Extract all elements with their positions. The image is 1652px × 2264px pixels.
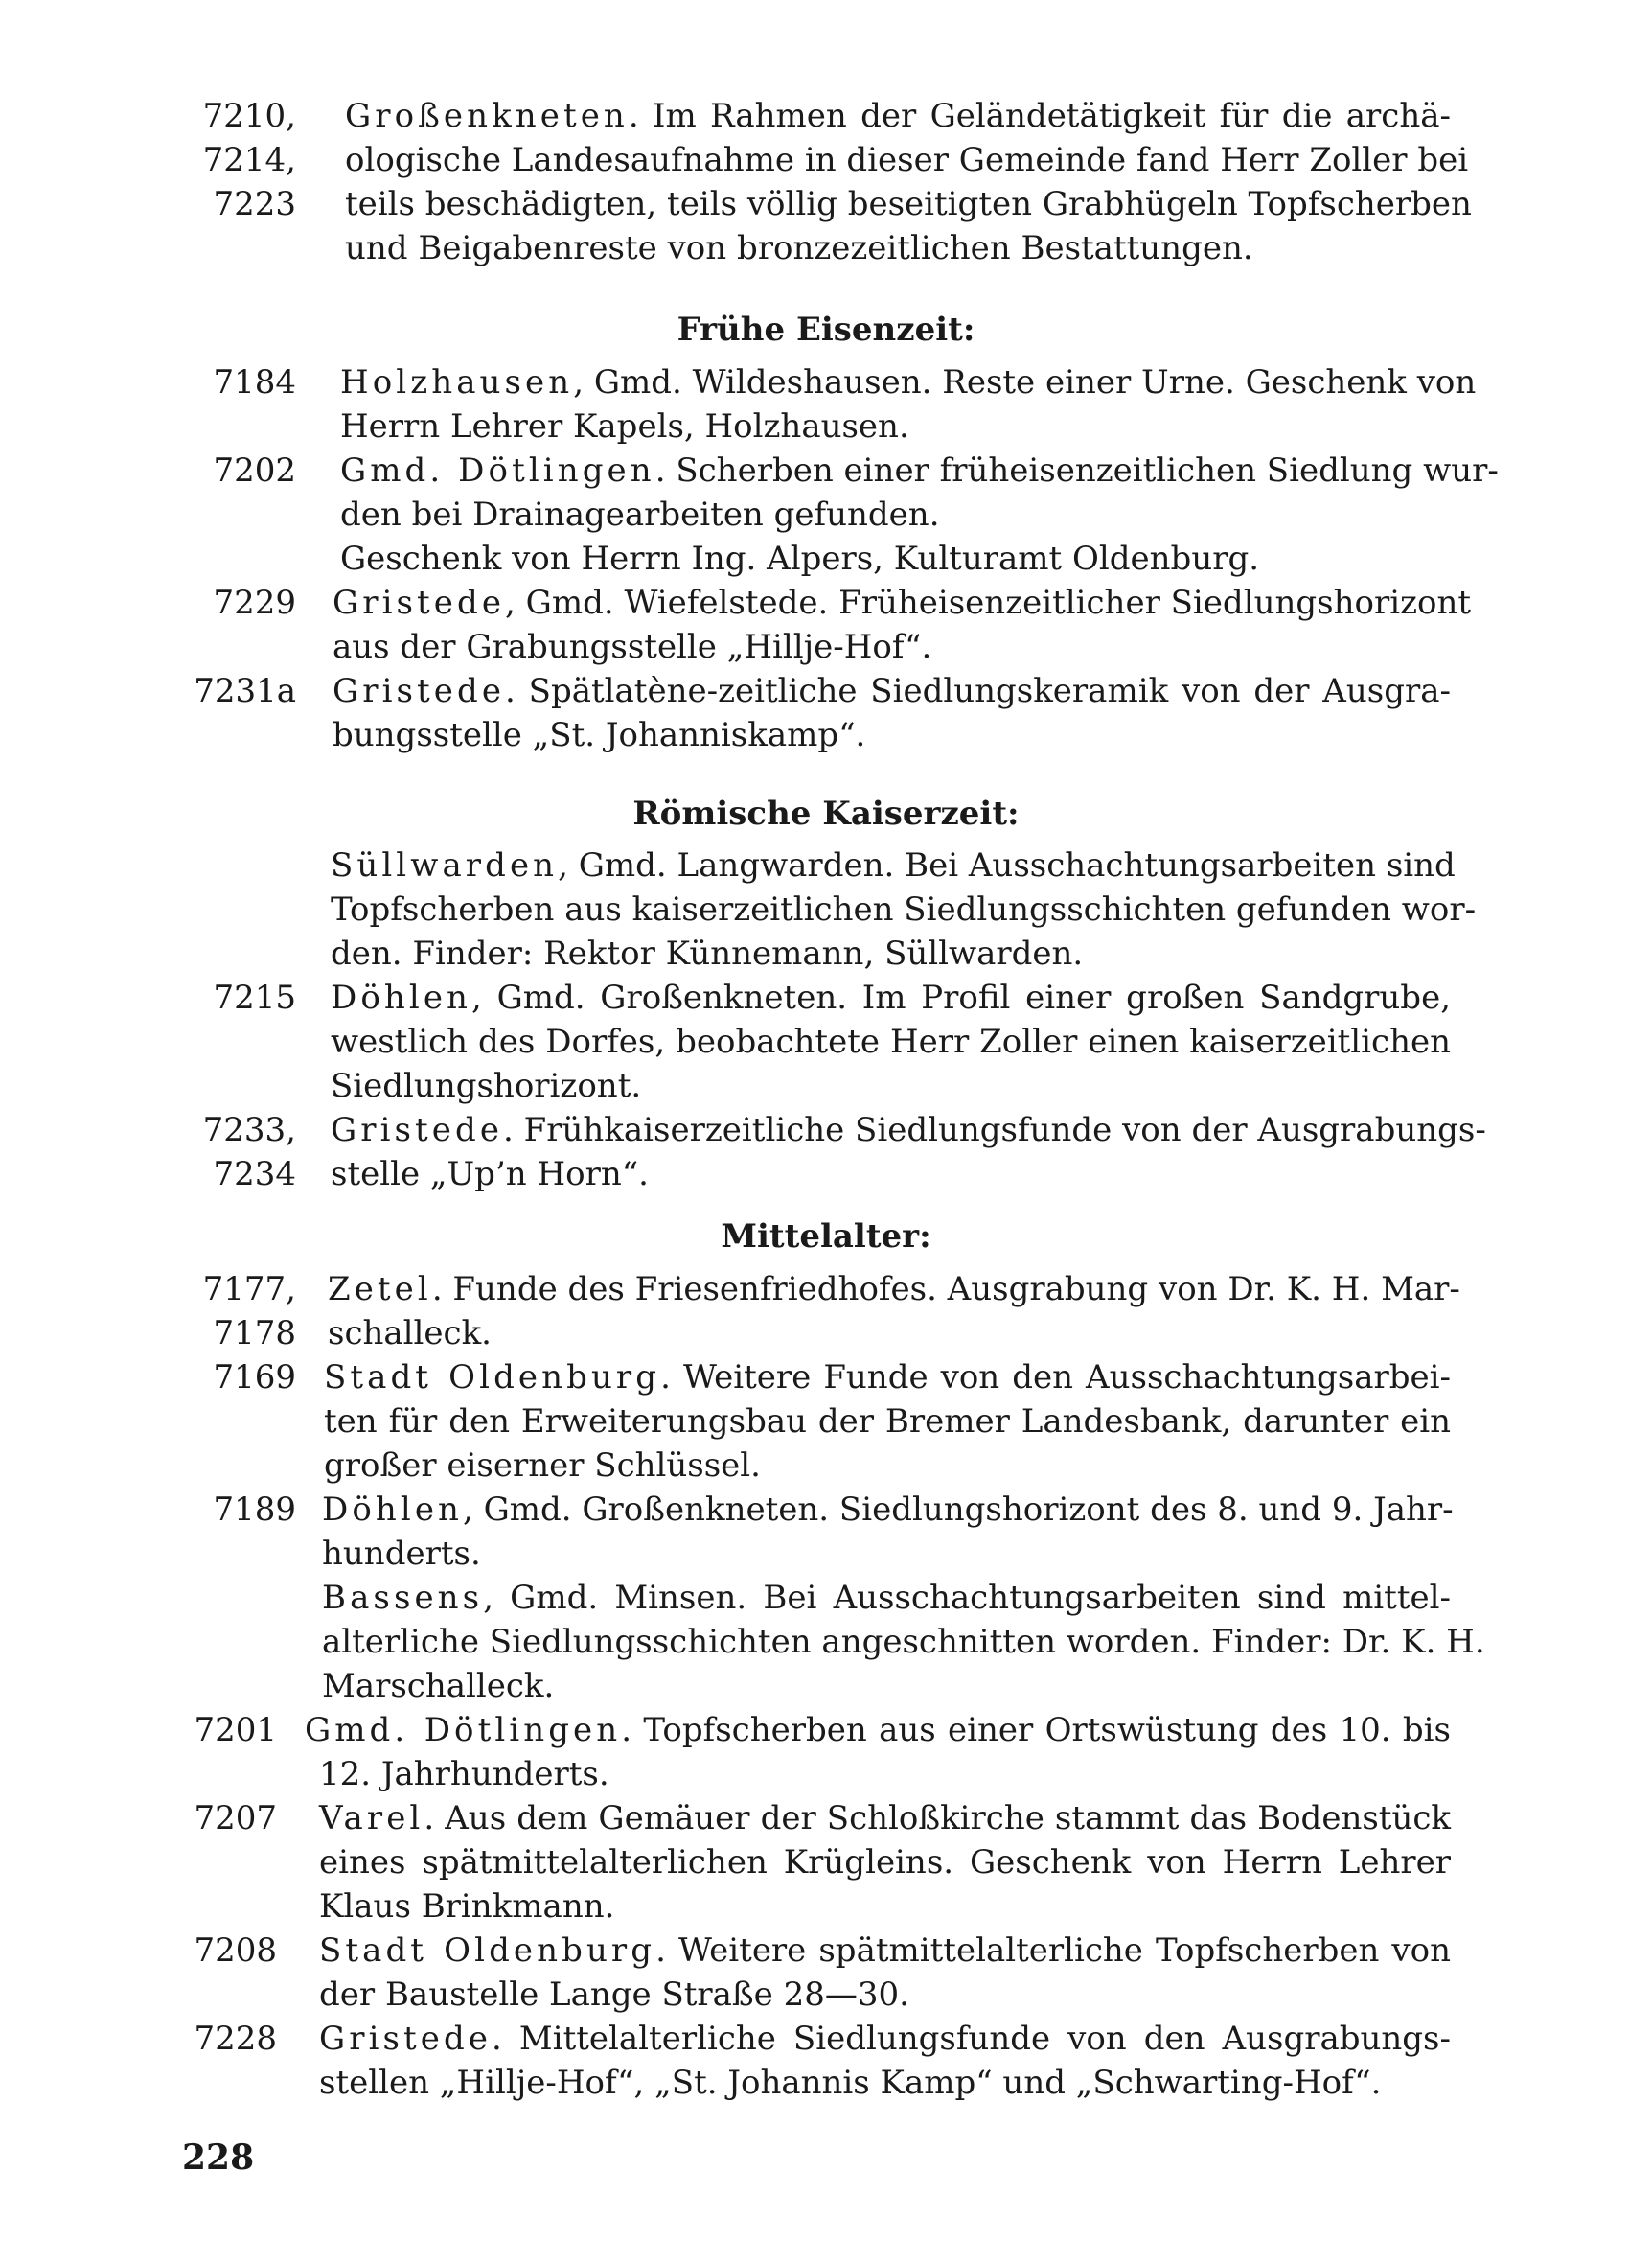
text-line bbox=[0, 1929, 1652, 1973]
text-line bbox=[0, 843, 1652, 888]
entry-text: der Baustelle Lange Straße 28—30. bbox=[319, 1975, 909, 2014]
entry-text: Geschenk von Herrn Ing. Alpers, Kulturamt Oldenburg. bbox=[340, 540, 1260, 578]
site-name: Holzhausen bbox=[340, 363, 574, 402]
text-line bbox=[0, 449, 1652, 493]
text-line bbox=[0, 1752, 1652, 1796]
site-name: Großenkneten bbox=[345, 97, 629, 135]
entry-text: eines spätmittelalterlichen Krügleins. Geschenk von Herrn Lehrer bbox=[319, 1843, 1451, 1882]
text-line bbox=[0, 1108, 1652, 1152]
text-line bbox=[0, 138, 1652, 182]
entry-text: Gmd. Dötlingen. Scherben einer früheisenzeitlichen Siedlung wur- bbox=[340, 451, 1499, 490]
entry-text: Herrn Lehrer Kapels, Holzhausen. bbox=[340, 407, 909, 446]
section-heading: Frühe Eisenzeit: bbox=[677, 311, 975, 349]
entry-text: schalleck. bbox=[328, 1314, 492, 1352]
text-line bbox=[0, 2061, 1652, 2105]
text-line bbox=[0, 1152, 1652, 1196]
catalog-number: 7207 bbox=[194, 1799, 277, 1837]
entry-text: 12. Jahrhunderts. bbox=[319, 1755, 609, 1793]
site-name: Gristede bbox=[331, 1111, 504, 1149]
site-name: Döhlen bbox=[322, 1490, 463, 1529]
text-line bbox=[0, 1532, 1652, 1576]
entry-text: stelle „Up’n Horn“. bbox=[331, 1155, 649, 1193]
text-line bbox=[0, 1796, 1652, 1840]
text-line bbox=[0, 360, 1652, 404]
section-heading: Römische Kaiserzeit: bbox=[632, 795, 1020, 833]
text-line bbox=[0, 493, 1652, 537]
site-name: Gristede bbox=[333, 672, 506, 710]
entry-text: aus der Grabungsstelle „Hillje-Hof“. bbox=[333, 628, 932, 666]
text-line bbox=[0, 1355, 1652, 1399]
text-line bbox=[0, 932, 1652, 976]
entry-text: Gristede. Frühkaiserzeitliche Siedlungsfunde von der Ausgrabungs- bbox=[331, 1111, 1486, 1149]
catalog-number: 7234 bbox=[213, 1155, 296, 1193]
text-line bbox=[0, 1884, 1652, 1929]
catalog-number: 7215 bbox=[213, 979, 296, 1017]
entry-text: Zetel. Funde des Friesenfriedhofes. Ausgrabung von Dr. K. H. Mar- bbox=[328, 1270, 1460, 1308]
entry-text: westlich des Dorfes, beobachtete Herr Zoller einen kaiserzeitlichen bbox=[331, 1023, 1451, 1061]
entry-text: Bassens, Gmd. Minsen. Bei Ausschachtungsarbeiten sind mittel- bbox=[322, 1579, 1451, 1617]
text-line bbox=[0, 669, 1652, 713]
entry-text: den. Finder: Rektor Künnemann, Süllwarden. bbox=[331, 935, 1084, 973]
catalog-number: 7169 bbox=[213, 1358, 296, 1397]
entry-text: Gristede. Spätlatène-zeitliche Siedlungskeramik von der Ausgra- bbox=[333, 672, 1451, 710]
entry-text: bungsstelle „St. Johanniskamp“. bbox=[333, 716, 866, 754]
catalog-number: 7233, bbox=[202, 1111, 296, 1149]
text-line bbox=[0, 1488, 1652, 1532]
text-line bbox=[0, 1020, 1652, 1064]
text-line bbox=[0, 1399, 1652, 1444]
entry-text: Holzhausen, Gmd. Wildeshausen. Reste einer Urne. Geschenk von bbox=[340, 363, 1477, 402]
text-line bbox=[0, 976, 1652, 1020]
catalog-number: 7177, bbox=[202, 1270, 296, 1308]
text-line bbox=[0, 226, 1652, 270]
text-line bbox=[0, 1267, 1652, 1311]
text-line bbox=[0, 625, 1652, 669]
catalog-number: 7184 bbox=[213, 363, 296, 402]
site-name: Gristede bbox=[333, 584, 506, 622]
entry-text: Gmd. Dötlingen. Topfscherben aus einer Ortswüstung des 10. bis bbox=[305, 1711, 1451, 1749]
text-line bbox=[0, 94, 1652, 138]
entry-text: Klaus Brinkmann. bbox=[319, 1887, 615, 1926]
catalog-number: 7202 bbox=[213, 451, 296, 490]
text-line bbox=[0, 1840, 1652, 1884]
entry-text: und Beigabenreste von bronzezeitlichen Bestattungen. bbox=[345, 229, 1253, 267]
entry-text: Stadt Oldenburg. Weitere Funde von den Ausschachtungsarbei- bbox=[324, 1358, 1451, 1397]
entry-text: Döhlen, Gmd. Großenkneten. Im Profil einer großen Sandgrube, bbox=[331, 979, 1451, 1017]
entry-text: Süllwarden, Gmd. Langwarden. Bei Ausschachtungsarbeiten sind bbox=[331, 846, 1456, 885]
text-line bbox=[0, 1708, 1652, 1752]
entry-text: ologische Landesaufnahme in dieser Gemeinde fand Herr Zoller bei bbox=[345, 141, 1469, 179]
entry-text: Großenkneten. Im Rahmen der Geländetätigkeit für die archä- bbox=[345, 97, 1451, 135]
catalog-number: 7201 bbox=[194, 1711, 277, 1749]
site-name: Süllwarden bbox=[331, 846, 559, 885]
site-name: Stadt Oldenburg bbox=[324, 1358, 661, 1397]
catalog-number: 7229 bbox=[213, 584, 296, 622]
entry-text: Varel. Aus dem Gemäuer der Schloßkirche stammt das Bodenstück bbox=[319, 1799, 1451, 1837]
entry-text: teils beschädigten, teils völlig beseitigten Grabhügeln Topfscherben bbox=[345, 185, 1472, 223]
entry-text: hunderts. bbox=[322, 1535, 481, 1573]
catalog-number: 7223 bbox=[213, 185, 296, 223]
text-line bbox=[0, 1973, 1652, 2017]
entry-text: Stadt Oldenburg. Weitere spätmittelalterliche Topfscherben von bbox=[319, 1931, 1452, 1970]
entry-text: Döhlen, Gmd. Großenkneten. Siedlungshorizont des 8. und 9. Jahr- bbox=[322, 1490, 1454, 1529]
entry-text: Gristede. Mittelalterliche Siedlungsfunde von den Ausgrabungs- bbox=[319, 2020, 1451, 2058]
catalog-number: 7228 bbox=[194, 2020, 277, 2058]
site-name: Gmd. Dötlingen bbox=[305, 1711, 622, 1749]
entry-text: den bei Drainagearbeiten gefunden. bbox=[340, 496, 940, 534]
site-name: Gristede bbox=[319, 2020, 493, 2058]
catalog-number: 7210, bbox=[202, 97, 296, 135]
entry-text: Gristede, Gmd. Wiefelstede. Früheisenzeitlicher Siedlungshorizont bbox=[333, 584, 1472, 622]
text-line bbox=[0, 1311, 1652, 1355]
entry-text: Topfscherben aus kaiserzeitlichen Siedlungsschichten gefunden wor- bbox=[331, 890, 1477, 929]
entry-text: ten für den Erweiterungsbau der Bremer Landesbank, darunter ein bbox=[324, 1402, 1451, 1441]
catalog-number: 7231a bbox=[194, 672, 296, 710]
page-number: 228 bbox=[182, 2137, 255, 2178]
text-line bbox=[0, 404, 1652, 449]
text-line bbox=[0, 1064, 1652, 1108]
site-name: Zetel bbox=[328, 1270, 432, 1308]
text-line bbox=[0, 713, 1652, 757]
entry-text: Marschalleck. bbox=[322, 1667, 555, 1705]
text-line bbox=[0, 1620, 1652, 1664]
text-line bbox=[0, 537, 1652, 581]
text-line bbox=[0, 1576, 1652, 1620]
entry-text: Siedlungshorizont. bbox=[331, 1067, 642, 1105]
text-line bbox=[0, 1444, 1652, 1488]
site-name: Bassens bbox=[322, 1579, 484, 1617]
site-name: Stadt Oldenburg bbox=[319, 1931, 656, 1970]
catalog-number: 7214, bbox=[202, 141, 296, 179]
section-heading: Mittelalter: bbox=[721, 1217, 931, 1256]
entry-text: großer eiserner Schlüssel. bbox=[324, 1446, 761, 1485]
site-name: Döhlen bbox=[331, 979, 471, 1017]
site-name: Varel bbox=[319, 1799, 424, 1837]
site-name: Gmd. Dötlingen bbox=[340, 451, 655, 490]
text-line bbox=[0, 2017, 1652, 2061]
catalog-number: 7178 bbox=[213, 1314, 296, 1352]
text-line bbox=[0, 581, 1652, 625]
catalog-number: 7189 bbox=[213, 1490, 296, 1529]
entry-text: stellen „Hillje-Hof“, „St. Johannis Kamp“ und „Schwarting-Hof“. bbox=[319, 2064, 1382, 2102]
text-line bbox=[0, 1664, 1652, 1708]
text-line bbox=[0, 888, 1652, 932]
text-line bbox=[0, 182, 1652, 226]
entry-text: alterliche Siedlungsschichten angeschnitten worden. Finder: Dr. K. H. bbox=[322, 1623, 1485, 1661]
catalog-number: 7208 bbox=[194, 1931, 277, 1970]
